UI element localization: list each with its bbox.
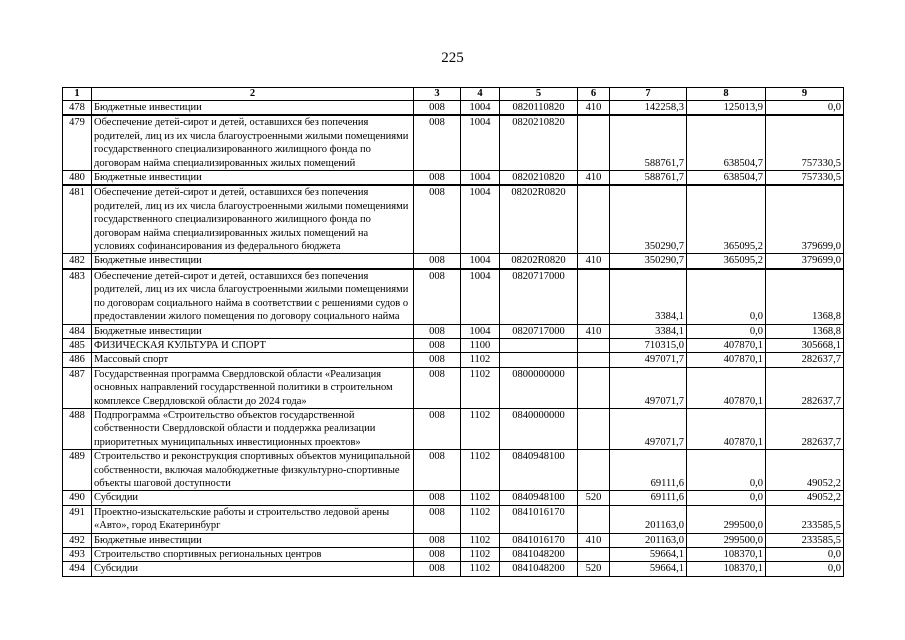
row-name-cell: Массовый спорт	[92, 353, 414, 367]
code-5-cell: 08202R0820	[500, 254, 578, 269]
page-number: 225	[441, 50, 464, 66]
column-header: 6	[578, 88, 610, 101]
code-6-cell	[578, 269, 610, 324]
row-number-cell: 479	[63, 115, 92, 170]
code-6-cell: 520	[578, 491, 610, 505]
row-name-cell: Бюджетные инвестиции	[92, 324, 414, 338]
value-9-cell: 757330,5	[766, 171, 844, 186]
code-5-cell: 0841048200	[500, 562, 578, 576]
code-5-cell: 0820210820	[500, 115, 578, 170]
value-8-cell: 407870,1	[687, 353, 766, 367]
column-header: 9	[766, 88, 844, 101]
code-6-cell: 410	[578, 533, 610, 547]
code-4-cell: 1102	[461, 353, 500, 367]
value-9-cell: 379699,0	[766, 185, 844, 254]
value-8-cell: 0,0	[687, 269, 766, 324]
table-row	[63, 324, 844, 338]
code-4-cell: 1004	[461, 171, 500, 186]
code-4-cell: 1102	[461, 491, 500, 505]
code-4-cell: 1004	[461, 269, 500, 324]
value-7-cell: 59664,1	[610, 562, 687, 576]
code-4-cell: 1102	[461, 505, 500, 533]
row-number-cell: 492	[63, 533, 92, 547]
code-3-cell: 008	[414, 367, 461, 408]
code-3-cell: 008	[414, 185, 461, 254]
value-7-cell: 588761,7	[610, 171, 687, 186]
row-number-cell: 494	[63, 562, 92, 576]
code-6-cell	[578, 450, 610, 491]
table-row	[63, 491, 844, 505]
row-name-cell: Субсидии	[92, 562, 414, 576]
code-5-cell: 08202R0820	[500, 185, 578, 254]
code-3-cell: 008	[414, 491, 461, 505]
table-row	[63, 115, 844, 170]
value-8-cell: 638504,7	[687, 171, 766, 186]
code-3-cell: 008	[414, 408, 461, 449]
value-7-cell: 710315,0	[610, 338, 687, 352]
value-7-cell: 201163,0	[610, 505, 687, 533]
value-9-cell: 305668,1	[766, 338, 844, 352]
code-4-cell: 1102	[461, 548, 500, 562]
row-name-cell: ФИЗИЧЕСКАЯ КУЛЬТУРА И СПОРТ	[92, 338, 414, 352]
value-9-cell: 379699,0	[766, 254, 844, 269]
code-5-cell: 0840948100	[500, 491, 578, 505]
code-4-cell: 1004	[461, 254, 500, 269]
value-8-cell: 365095,2	[687, 254, 766, 269]
value-9-cell: 233585,5	[766, 533, 844, 547]
value-9-cell: 1368,8	[766, 269, 844, 324]
code-5-cell: 0841016170	[500, 505, 578, 533]
row-name-cell: Бюджетные инвестиции	[92, 533, 414, 547]
value-7-cell: 201163,0	[610, 533, 687, 547]
code-6-cell	[578, 353, 610, 367]
row-number-cell: 489	[63, 450, 92, 491]
value-7-cell: 350290,7	[610, 185, 687, 254]
column-header: 7	[610, 88, 687, 101]
row-name-cell: Субсидии	[92, 491, 414, 505]
value-7-cell: 497071,7	[610, 353, 687, 367]
value-8-cell: 299500,0	[687, 505, 766, 533]
value-7-cell: 142258,3	[610, 101, 687, 116]
code-3-cell: 008	[414, 353, 461, 367]
code-5-cell	[500, 338, 578, 352]
value-9-cell: 233585,5	[766, 505, 844, 533]
code-4-cell: 1102	[461, 562, 500, 576]
value-9-cell: 1368,8	[766, 324, 844, 338]
code-4-cell: 1102	[461, 533, 500, 547]
value-8-cell: 0,0	[687, 491, 766, 505]
table-header	[63, 88, 844, 101]
code-3-cell: 008	[414, 505, 461, 533]
table-row	[63, 338, 844, 352]
code-6-cell: 410	[578, 101, 610, 116]
value-7-cell: 3384,1	[610, 324, 687, 338]
table-row	[63, 562, 844, 576]
column-header: 5	[500, 88, 578, 101]
code-6-cell: 410	[578, 171, 610, 186]
value-8-cell: 0,0	[687, 450, 766, 491]
header-row	[63, 88, 844, 101]
value-9-cell: 282637,7	[766, 408, 844, 449]
row-number-cell: 483	[63, 269, 92, 324]
code-5-cell: 0840000000	[500, 408, 578, 449]
row-number-cell: 486	[63, 353, 92, 367]
code-5-cell: 0820717000	[500, 324, 578, 338]
table-row	[63, 408, 844, 449]
row-name-cell: Проектно-изыскательские работы и строительство ледовой арены «Авто», город Екатеринбург	[92, 505, 414, 533]
table-row	[63, 171, 844, 186]
code-6-cell: 410	[578, 254, 610, 269]
code-5-cell: 0841016170	[500, 533, 578, 547]
table-row	[63, 548, 844, 562]
value-7-cell: 497071,7	[610, 408, 687, 449]
value-8-cell: 365095,2	[687, 185, 766, 254]
code-3-cell: 008	[414, 338, 461, 352]
column-header: 4	[461, 88, 500, 101]
code-6-cell	[578, 548, 610, 562]
row-name-cell: Обеспечение детей-сирот и детей, оставшихся без попечения родителей, лиц из их числа благоустроенными жилыми помещениями государственного специализированного жилищного фонда по договорам найма специализированных жилых помещений на условиях софинансирования из федерального бюджета	[92, 185, 414, 254]
table-row	[63, 533, 844, 547]
value-9-cell: 0,0	[766, 548, 844, 562]
row-number-cell: 493	[63, 548, 92, 562]
row-number-cell: 481	[63, 185, 92, 254]
code-5-cell: 0841048200	[500, 548, 578, 562]
value-8-cell: 407870,1	[687, 408, 766, 449]
code-6-cell	[578, 505, 610, 533]
code-5-cell: 0840948100	[500, 450, 578, 491]
value-8-cell: 407870,1	[687, 367, 766, 408]
code-5-cell: 0800000000	[500, 367, 578, 408]
row-name-cell: Бюджетные инвестиции	[92, 254, 414, 269]
row-name-cell: Обеспечение детей-сирот и детей, оставшихся без попечения родителей, лиц из их числа благоустроенными жилыми помещениями по договорам социального найма в соответствии с решениями судов о предоставлении жилого помещения по договору социального найма	[92, 269, 414, 324]
table-row	[63, 101, 844, 116]
code-4-cell: 1004	[461, 185, 500, 254]
table-row	[63, 450, 844, 491]
row-name-cell: Государственная программа Свердловской области «Реализация основных направлений государственной политики в строительном комплексе Свердловской области до 2024 года»	[92, 367, 414, 408]
table-row	[63, 254, 844, 269]
value-8-cell: 638504,7	[687, 115, 766, 170]
column-header: 1	[63, 88, 92, 101]
value-8-cell: 108370,1	[687, 562, 766, 576]
code-6-cell	[578, 185, 610, 254]
row-name-cell: Обеспечение детей-сирот и детей, оставшихся без попечения родителей, лиц из их числа благоустроенными жилыми помещениями государственного специализированного жилищного фонда по договорам найма специализированных жилых помещений	[92, 115, 414, 170]
row-number-cell: 480	[63, 171, 92, 186]
value-7-cell: 59664,1	[610, 548, 687, 562]
code-3-cell: 008	[414, 115, 461, 170]
column-header: 8	[687, 88, 766, 101]
code-4-cell: 1102	[461, 367, 500, 408]
value-7-cell: 3384,1	[610, 269, 687, 324]
value-9-cell: 49052,2	[766, 491, 844, 505]
code-3-cell: 008	[414, 171, 461, 186]
value-7-cell: 69111,6	[610, 450, 687, 491]
code-3-cell: 008	[414, 562, 461, 576]
value-9-cell: 0,0	[766, 101, 844, 116]
row-name-cell: Строительство спортивных региональных центров	[92, 548, 414, 562]
code-5-cell: 0820717000	[500, 269, 578, 324]
code-3-cell: 008	[414, 450, 461, 491]
row-number-cell: 482	[63, 254, 92, 269]
value-7-cell: 69111,6	[610, 491, 687, 505]
value-8-cell: 125013,9	[687, 101, 766, 116]
code-5-cell: 0820110820	[500, 101, 578, 116]
table-body	[63, 101, 844, 577]
code-6-cell	[578, 338, 610, 352]
code-5-cell	[500, 353, 578, 367]
row-number-cell: 487	[63, 367, 92, 408]
value-8-cell: 299500,0	[687, 533, 766, 547]
row-number-cell: 490	[63, 491, 92, 505]
code-3-cell: 008	[414, 269, 461, 324]
value-7-cell: 588761,7	[610, 115, 687, 170]
value-8-cell: 0,0	[687, 324, 766, 338]
column-header: 3	[414, 88, 461, 101]
row-name-cell: Подпрограмма «Строительство объектов государственной собственности Свердловской области и поддержка реализации приоритетных муниципальных инвестиционных проектов»	[92, 408, 414, 449]
row-number-cell: 485	[63, 338, 92, 352]
budget-table	[62, 87, 844, 577]
value-8-cell: 407870,1	[687, 338, 766, 352]
table-row	[63, 505, 844, 533]
row-name-cell: Строительство и реконструкция спортивных объектов муниципальной собственности, включая малобюджетные физкультурно-спортивные объекты шаговой доступности	[92, 450, 414, 491]
value-9-cell: 757330,5	[766, 115, 844, 170]
row-number-cell: 491	[63, 505, 92, 533]
value-8-cell: 108370,1	[687, 548, 766, 562]
row-number-cell: 488	[63, 408, 92, 449]
code-4-cell: 1004	[461, 101, 500, 116]
value-9-cell: 0,0	[766, 562, 844, 576]
table-row	[63, 185, 844, 254]
value-9-cell: 282637,7	[766, 367, 844, 408]
column-header: 2	[92, 88, 414, 101]
code-6-cell	[578, 115, 610, 170]
code-3-cell: 008	[414, 533, 461, 547]
table-row	[63, 367, 844, 408]
row-name-cell: Бюджетные инвестиции	[92, 171, 414, 186]
code-4-cell: 1100	[461, 338, 500, 352]
code-3-cell: 008	[414, 101, 461, 116]
code-3-cell: 008	[414, 254, 461, 269]
value-7-cell: 350290,7	[610, 254, 687, 269]
code-6-cell	[578, 408, 610, 449]
value-9-cell: 49052,2	[766, 450, 844, 491]
code-6-cell: 410	[578, 324, 610, 338]
table-row	[63, 353, 844, 367]
code-5-cell: 0820210820	[500, 171, 578, 186]
code-4-cell: 1102	[461, 450, 500, 491]
code-6-cell	[578, 367, 610, 408]
row-number-cell: 478	[63, 101, 92, 116]
code-6-cell: 520	[578, 562, 610, 576]
table-row	[63, 269, 844, 324]
code-4-cell: 1004	[461, 115, 500, 170]
code-3-cell: 008	[414, 324, 461, 338]
row-name-cell: Бюджетные инвестиции	[92, 101, 414, 116]
code-4-cell: 1004	[461, 324, 500, 338]
value-9-cell: 282637,7	[766, 353, 844, 367]
row-number-cell: 484	[63, 324, 92, 338]
value-7-cell: 497071,7	[610, 367, 687, 408]
code-3-cell: 008	[414, 548, 461, 562]
code-4-cell: 1102	[461, 408, 500, 449]
